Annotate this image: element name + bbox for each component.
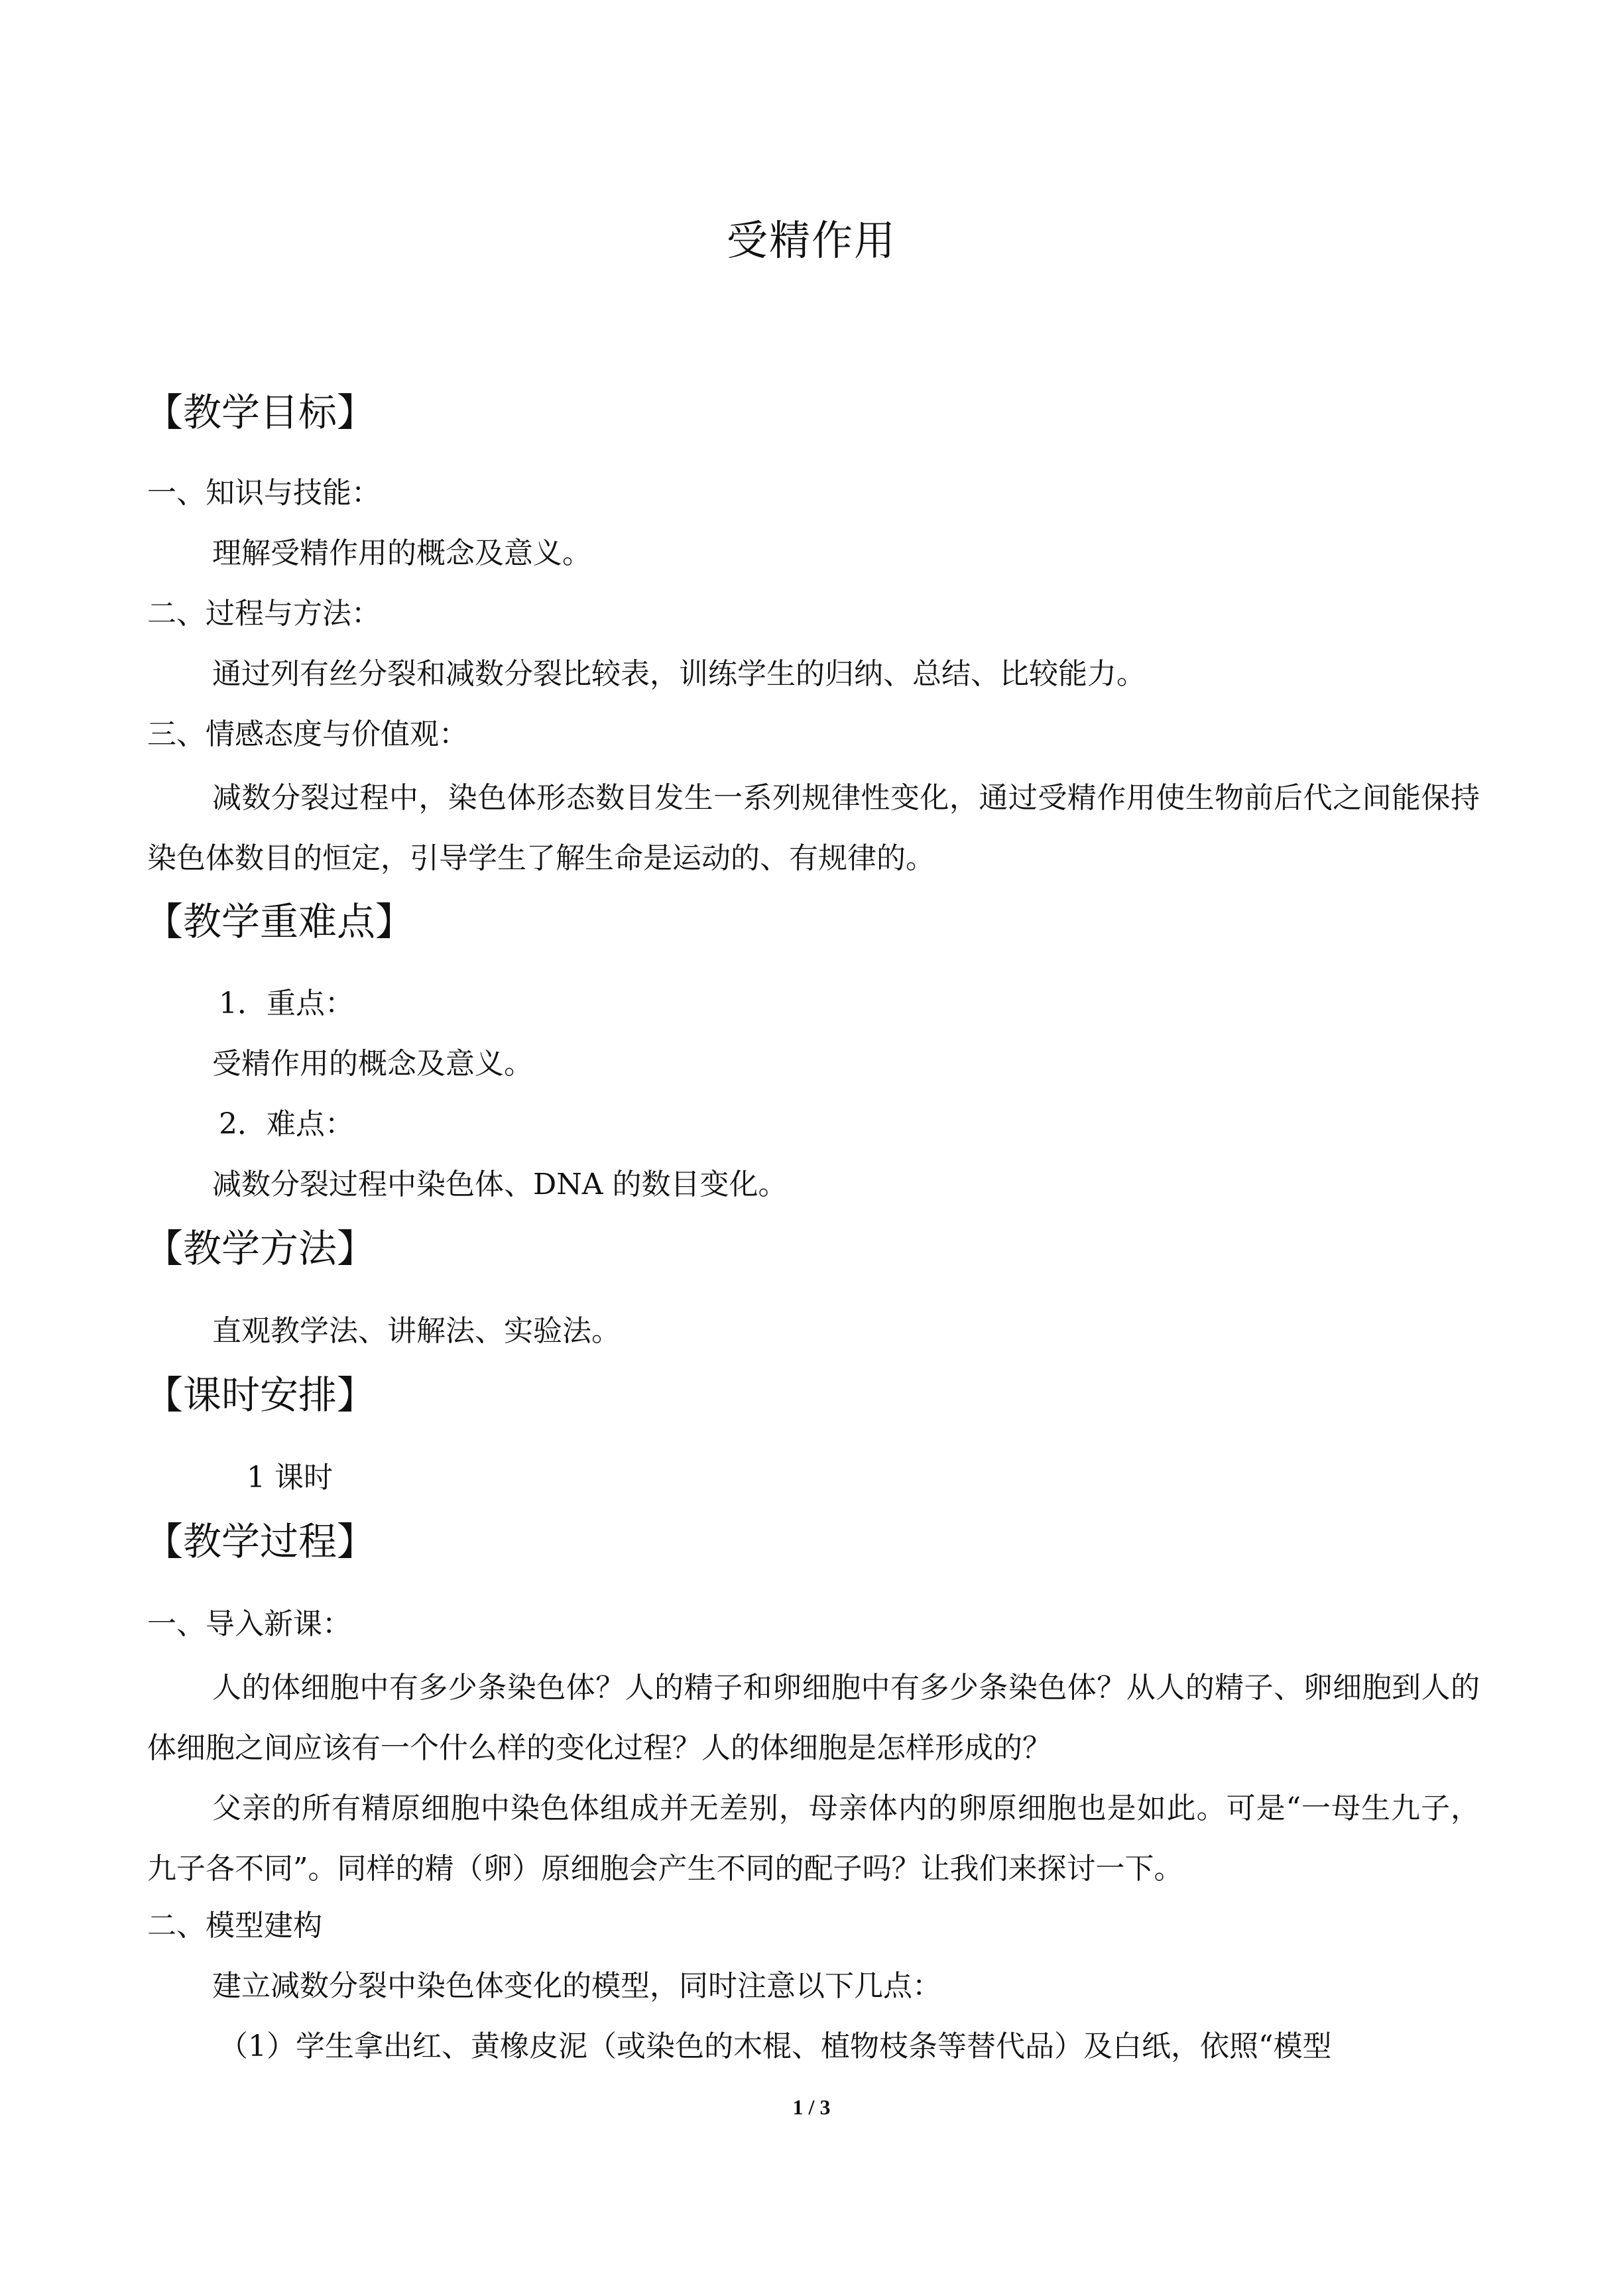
- heading-process: 【教学过程】: [145, 1519, 376, 1564]
- process-text: 通过列有丝分裂和减数分裂比较表，训练学生的归纳、总结、比较能力。: [212, 657, 1146, 691]
- emotion-paragraph: 减数分裂过程中，染色体形态数目发生一系列规律性变化，通过受精作用使生物前后代之间能保持染色体数目的恒定，引导学生了解生命是运动的、有规律的。: [147, 781, 1480, 875]
- knowledge-text: 理解受精作用的概念及意义。: [212, 536, 591, 570]
- heading-objectives: 【教学目标】: [145, 390, 376, 435]
- model-item-1: （1）学生拿出红、黄橡皮泥（或染色的木棍、植物枝条等替代品）及白纸，依照“模型: [219, 2029, 1332, 2063]
- heading-key-points: 【教学重难点】: [145, 899, 414, 944]
- page-number: 1 / 3: [792, 2095, 831, 2119]
- difficult-label: 2．难点：: [219, 1107, 354, 1141]
- heading-methods: 【教学方法】: [145, 1226, 376, 1271]
- model-text: 建立减数分裂中染色体变化的模型，同时注意以下几点：: [212, 1969, 941, 2003]
- intro-paragraph-2: 父亲的所有精原细胞中染色体组成并无差别，母亲体内的卵原细胞也是如此。可是“一母生九子，九子各不同”。同样的精（卵）原细胞会产生不同的配子吗？让我们来探讨一下。: [147, 1791, 1480, 1886]
- intro-label: 一、导入新课：: [147, 1607, 351, 1641]
- model-label: 二、模型建构: [147, 1909, 322, 1943]
- key-label: 1．重点：: [219, 987, 354, 1020]
- process-label: 二、过程与方法：: [147, 597, 381, 631]
- schedule-text: 1 课时: [247, 1461, 333, 1494]
- key-text: 受精作用的概念及意义。: [212, 1047, 533, 1081]
- document-title: 受精作用: [726, 216, 896, 265]
- heading-schedule: 【课时安排】: [145, 1372, 376, 1418]
- intro-paragraph-1: 人的体细胞中有多少条染色体？人的精子和卵细胞中有多少条染色体？从人的精子、卵细胞到人的体细胞之间应该有一个什么样的变化过程？人的体细胞是怎样形成的？: [147, 1671, 1480, 1765]
- emotion-label: 三、情感态度与价值观：: [147, 717, 468, 751]
- difficult-text: 减数分裂过程中染色体、DNA 的数目变化。: [212, 1168, 788, 1201]
- knowledge-label: 一、知识与技能：: [147, 476, 381, 510]
- methods-text: 直观教学法、讲解法、实验法。: [212, 1314, 621, 1348]
